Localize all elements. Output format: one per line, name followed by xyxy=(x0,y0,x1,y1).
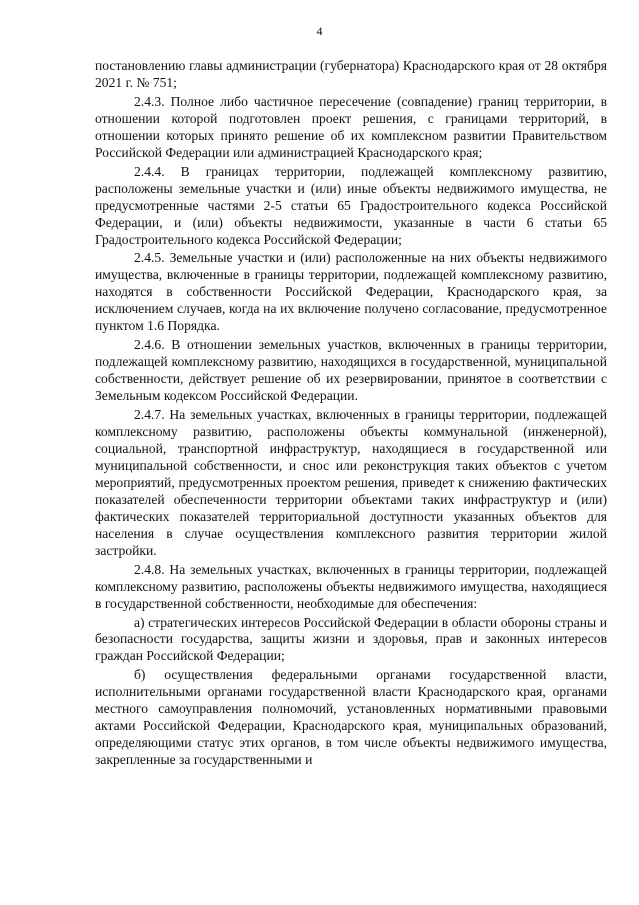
page-number: 4 xyxy=(316,24,323,38)
paragraph-2-4-8: 2.4.8. На земельных участках, включенных в границы территории, подлежащей комплексному развитию, расположены объекты недвижимого имущества, находящиеся в государственной собственности, необходимые для обеспечения: xyxy=(95,561,607,611)
list-item-a: а) стратегических интересов Российской Федерации в области обороны страны и безопасности государства, защиты жизни и здоровья, прав и законных интересов граждан Российской Федерации; xyxy=(95,614,607,664)
paragraph-2-4-7: 2.4.7. На земельных участках, включенных в границы территории, подлежащей комплексному развитию, расположены объекты коммунальной (инженерной), социальной, транспортной инфраструктур, находящиеся в государственной или муниципальной собственности, и снос или реконструкция таких объектов с учетом мероприятий, предусмотренных проектом решения, приведет к снижению фактических показателей обеспеченности территории объектами таких инфраструктур и (или) фактических показателей территориальной доступности указанных объектов для населения в случае осуществления комплексного развития территории жилой застройки. xyxy=(95,407,607,558)
paragraph-2-4-6: 2.4.6. В отношении земельных участков, включенных в границы территории, подлежащей комплексному развитию, находящихся в государственной, муниципальной собственности, действует решение об их резервировании, принятое в соответствии с Земельным кодексом Российской Федерации. xyxy=(95,337,607,404)
document-body xyxy=(95,58,607,771)
paragraph-2-4-4: 2.4.4. В границах территории, подлежащей комплексному развитию, расположены земельные участки и (или) иные объекты недвижимого имущества, не предусмотренные частями 2-5 статьи 65 Градостроительного кодекса Российской Федерации, и (или) объекты недвижимости, указанные в части 6 статьи 65 Градостроительного кодекса Российской Федерации; xyxy=(95,163,607,247)
paragraph-2-4-3: 2.4.3. Полное либо частичное пересечение (совпадение) границ территории, в отношении которой подготовлен проект решения, с границами территорий, в отношении которых принято решение об их комплексном развитии Правительством Российской Федерации или администрацией Краснодарского края; xyxy=(95,93,607,160)
paragraph-continuation: постановлению главы администрации (губернатора) Краснодарского края от 28 октября 2021 г. № 751; xyxy=(95,58,607,90)
paragraph-2-4-5: 2.4.5. Земельные участки и (или) расположенные на них объекты недвижимого имущества, включенные в границы территории, подлежащей комплексному развитию, находятся в собственности Российской Федерации, Краснодарского края, за исключением случаев, когда на их включение получено согласование, предусмотренное пунктом 1.6 Порядка. xyxy=(95,250,607,334)
list-item-b: б) осуществления федеральными органами государственной власти, исполнительными органами государственной власти Краснодарского края, органами местного самоуправления полномочий, установленных нормативными правовыми актами Российской Федерации, Краснодарского края, муниципальных образований, определяющими статус этих органов, в том числе объекты недвижимого имущества, закрепленные за государственными и xyxy=(95,667,607,768)
